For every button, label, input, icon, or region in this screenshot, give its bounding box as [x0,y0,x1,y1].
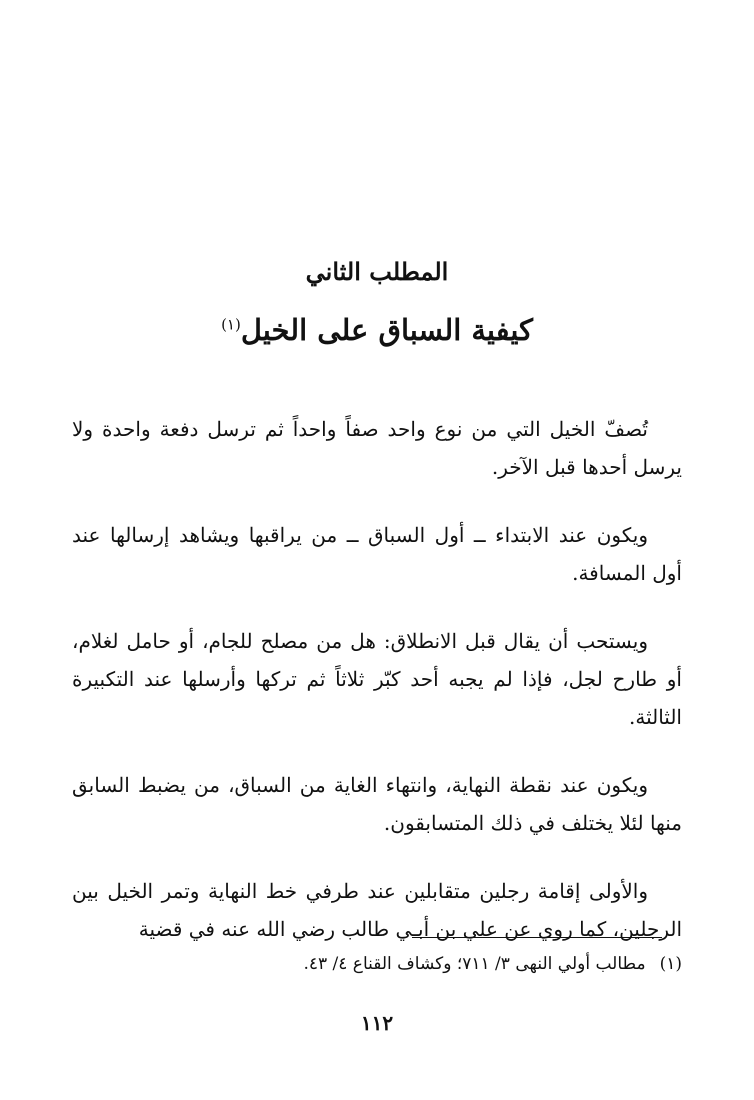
paragraph-2: ويكون عند الابتداء ــ أول السباق ــ من يراقبها ويشاهد إرسالها عند أول المسافة. [72,523,682,585]
section-title: المطلب الثاني [305,257,449,286]
paragraph-3: ويستحب أن يقال قبل الانطلاق: هل من مصلح للجام، أو حامل لغلام، أو طارح لجل، فإذا لم يجبه أحد كبّر ثلاثاً ثم تركها وأرسلها عند التكبيرة الثالثة. [72,629,682,729]
chapter-title [0,306,754,354]
footnote [72,948,682,980]
footnote-reference: (١) [221,315,241,334]
paragraph-1: تُصفّ الخيل التي من نوع واحد صفاً واحداً ثم ترسل دفعة واحدة ولا يرسل أحدها قبل الآخر. [72,417,682,479]
paragraph-5: والأولى إقامة رجلين متقابلين عند طرفي خط النهاية وتمر الخيل بين الرجلين، كما روي عن علي بن أبـي طالب رضي الله عنه في قضية [72,879,682,941]
chapter-title-text: كيفية السباق على الخيل [240,313,533,347]
paragraph-4: ويكون عند نقطة النهاية، وانتهاء الغاية من السباق، من يضبط السابق منها لئلا يختلف في ذلك المتسابقون. [72,773,682,835]
footnote-divider [412,937,662,938]
page-number: ١١٢ [360,1011,394,1035]
footnote-text: مطالب أولي النهى ٣/ ٧١١؛ وكشاف القناع ٤/ ٤٣. [303,954,646,974]
footnote-number: (١) [659,954,682,974]
body-text [72,410,682,978]
